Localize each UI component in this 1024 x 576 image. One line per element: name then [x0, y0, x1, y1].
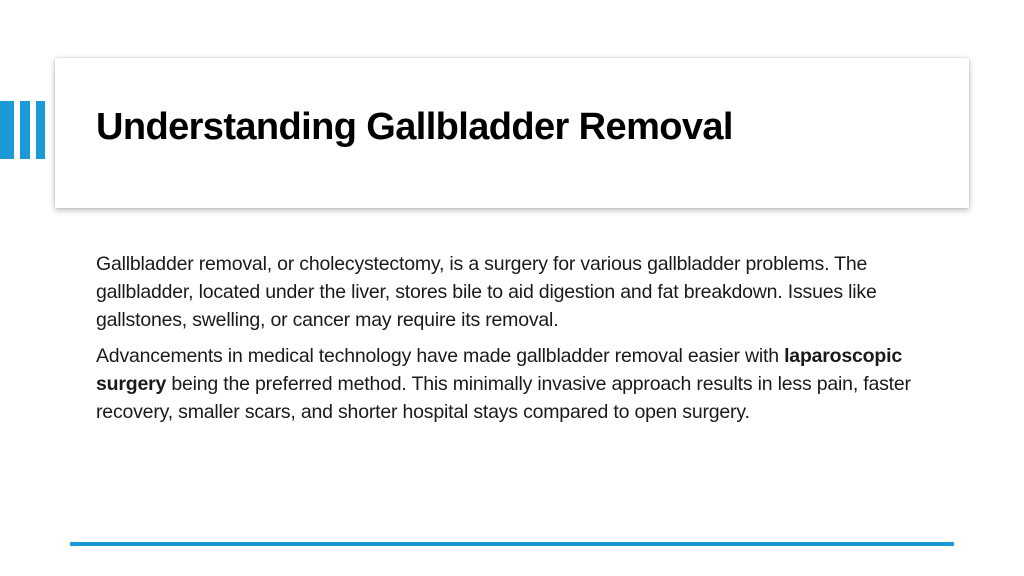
- paragraph-text: being the preferred method. This minimally invasive approach results in less pain, faster recovery, smaller scars, and shorter hospital stays compared to open surgery.: [96, 373, 911, 423]
- emphasis-text: laparoscopic surgery: [96, 345, 902, 395]
- accent-bar: [20, 101, 30, 159]
- title-card: [55, 58, 969, 208]
- body-paragraph: Gallbladder removal, or cholecystectomy, is a surgery for various gallbladder problems. The gallbladder, located under the liver, stores bile to aid digestion and fat breakdown. Issues like gallstones, swelling, or cancer may require its removal.: [96, 253, 877, 331]
- accent-bar: [36, 101, 45, 159]
- accent-bar: [0, 101, 14, 159]
- bottom-divider: [70, 542, 954, 546]
- paragraph-text: Advancements in medical technology have made gallbladder removal easier with: [96, 345, 785, 367]
- slide-body: [96, 250, 926, 434]
- body-paragraph: [96, 342, 926, 426]
- slide-title: Understanding Gallbladder Removal: [96, 106, 733, 148]
- accent-bars-decoration: [0, 101, 56, 159]
